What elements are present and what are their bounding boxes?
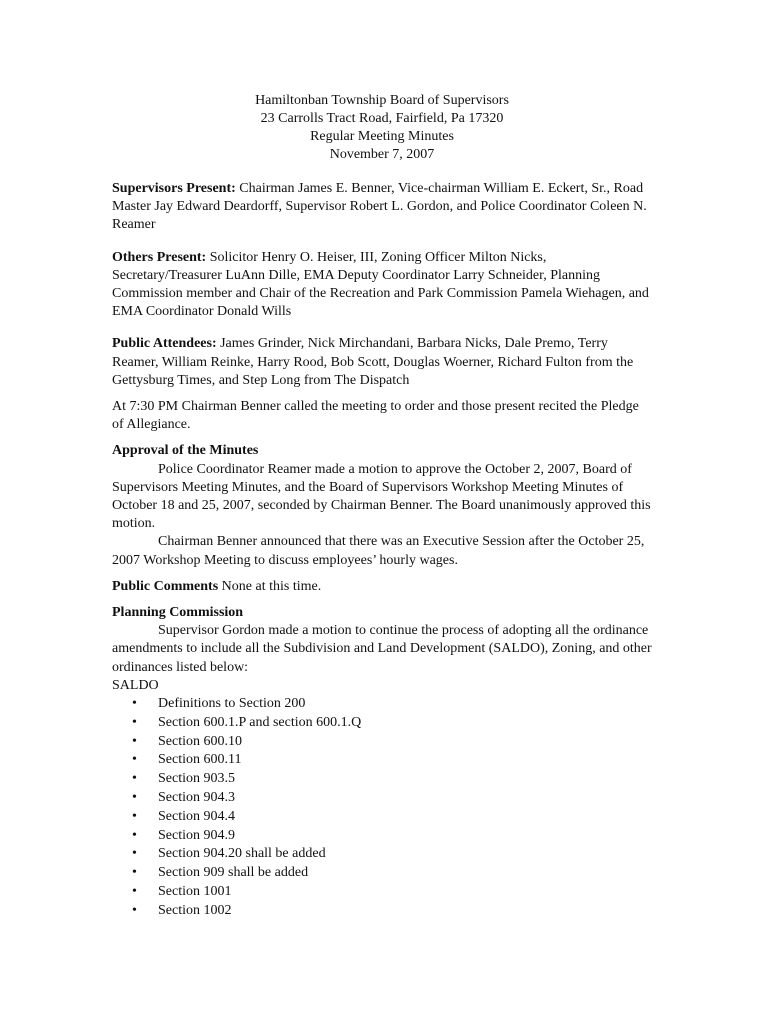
bullet-icon: • xyxy=(132,696,137,712)
saldo-list-item xyxy=(132,808,652,827)
bullet-icon: • xyxy=(132,865,137,881)
supervisors-present-text: Chairman James E. Benner, Vice-chairman William E. Eckert, Sr., Road Master Jay Edward Deardorff, Supervisor Robert L. Gordon, and Police Coordinator Coleen N. Reamer xyxy=(112,181,647,233)
saldo-item-text: Section 909 shall be added xyxy=(158,865,309,881)
saldo-list-item xyxy=(132,902,652,921)
public-comments-text: None at this time. xyxy=(221,578,322,594)
approval-motion-paragraph: Police Coordinator Reamer made a motion to approve the October 2, 2007, Board of Supervisors Meeting Minutes, and the Board of Supervisors Workshop Meeting Minutes of October 18 and 25, 2007, seconded by Chairman Benner. The Board unanimously approved this motion. xyxy=(112,461,651,532)
public-comments-label: Public Comments xyxy=(112,578,219,594)
saldo-list-item xyxy=(132,827,652,846)
saldo-list-item xyxy=(132,733,652,752)
bullet-icon: • xyxy=(132,808,137,824)
saldo-list-item xyxy=(132,789,652,808)
saldo-item-text: Section 600.1.P and section 600.1.Q xyxy=(158,714,362,730)
saldo-item-text: Section 904.20 shall be added xyxy=(158,846,326,862)
saldo-list-item xyxy=(132,883,652,902)
saldo-list-item xyxy=(132,751,652,770)
planning-motion-paragraph: Supervisor Gordon made a motion to continue the process of adopting all the ordinance amendments to include all the Subdivision and Land Development (SALDO), Zoning, and other ordinances listed below: xyxy=(112,623,652,675)
saldo-list-item xyxy=(132,864,652,883)
bullet-icon: • xyxy=(132,884,137,900)
saldo-list-item xyxy=(132,714,652,733)
township-address: 23 Carrolls Tract Road, Fairfield, Pa 17320 xyxy=(260,111,504,126)
saldo-item-text: Section 903.5 xyxy=(158,771,235,787)
public-attendees-paragraph xyxy=(112,335,652,390)
saldo-list-item xyxy=(132,845,652,864)
public-comments-paragraph xyxy=(112,578,652,596)
document-header xyxy=(112,92,652,164)
saldo-item-text: Section 600.11 xyxy=(158,752,242,768)
planning-commission-title: Planning Commission xyxy=(112,605,244,621)
saldo-label: SALDO xyxy=(112,677,159,693)
saldo-list-item xyxy=(132,695,652,714)
saldo-item-text: Section 1001 xyxy=(158,884,232,900)
bullet-icon: • xyxy=(132,790,137,806)
public-attendees-label: Public Attendees: xyxy=(112,336,217,352)
saldo-section-list xyxy=(112,695,652,921)
saldo-item-text: Section 600.10 xyxy=(158,733,242,749)
bullet-icon: • xyxy=(132,902,137,918)
bullet-icon: • xyxy=(132,827,137,843)
bullet-icon: • xyxy=(132,846,137,862)
call-to-order-paragraph: At 7:30 PM Chairman Benner called the meeting to order and those present recited the Pledge of Allegiance. xyxy=(112,399,639,433)
public-attendees-text: James Grinder, Nick Mirchandani, Barbara Nicks, Dale Premo, Terry Reamer, William Reinke, Harry Rood, Bob Scott, Douglas Woerner, Richard Fulton from the Gettysburg Times, and Step Long from The Dispatch xyxy=(112,336,634,388)
saldo-item-text: Section 904.3 xyxy=(158,790,235,806)
bullet-icon: • xyxy=(132,752,137,768)
approval-of-minutes-section xyxy=(112,442,652,569)
bullet-icon: • xyxy=(132,733,137,749)
saldo-item-text: Section 904.4 xyxy=(158,808,235,824)
bullet-icon: • xyxy=(132,771,137,787)
others-present-text: Solicitor Henry O. Heiser, III, Zoning Officer Milton Nicks, Secretary/Treasurer LuAnn Dille, EMA Deputy Coordinator Larry Schneider, Planning Commission member and Chair of the Recreation and Park Commission Pamela Wiehagen, and EMA Coordinator Donald Wills xyxy=(112,249,649,320)
supervisors-present-paragraph xyxy=(112,180,652,235)
executive-session-paragraph: Chairman Benner announced that there was an Executive Session after the October 25, 2007 Workshop Meeting to discuss employees’ hourly wages. xyxy=(112,534,645,568)
saldo-item-text: Section 904.9 xyxy=(158,827,235,843)
bullet-icon: • xyxy=(132,714,137,730)
document-title: Regular Meeting Minutes xyxy=(310,129,454,144)
saldo-item-text: Section 1002 xyxy=(158,902,232,918)
supervisors-present-label: Supervisors Present: xyxy=(112,181,236,196)
saldo-list-item xyxy=(132,770,652,789)
township-name: Hamiltonban Township Board of Supervisors xyxy=(255,93,509,108)
minutes-page xyxy=(112,92,652,929)
planning-commission-section xyxy=(112,604,652,921)
saldo-item-text: Definitions to Section 200 xyxy=(158,696,306,712)
others-present-label: Others Present: xyxy=(112,249,207,265)
meeting-date: November 7, 2007 xyxy=(329,147,435,162)
approval-of-minutes-title: Approval of the Minutes xyxy=(112,443,259,459)
others-present-paragraph xyxy=(112,249,652,322)
